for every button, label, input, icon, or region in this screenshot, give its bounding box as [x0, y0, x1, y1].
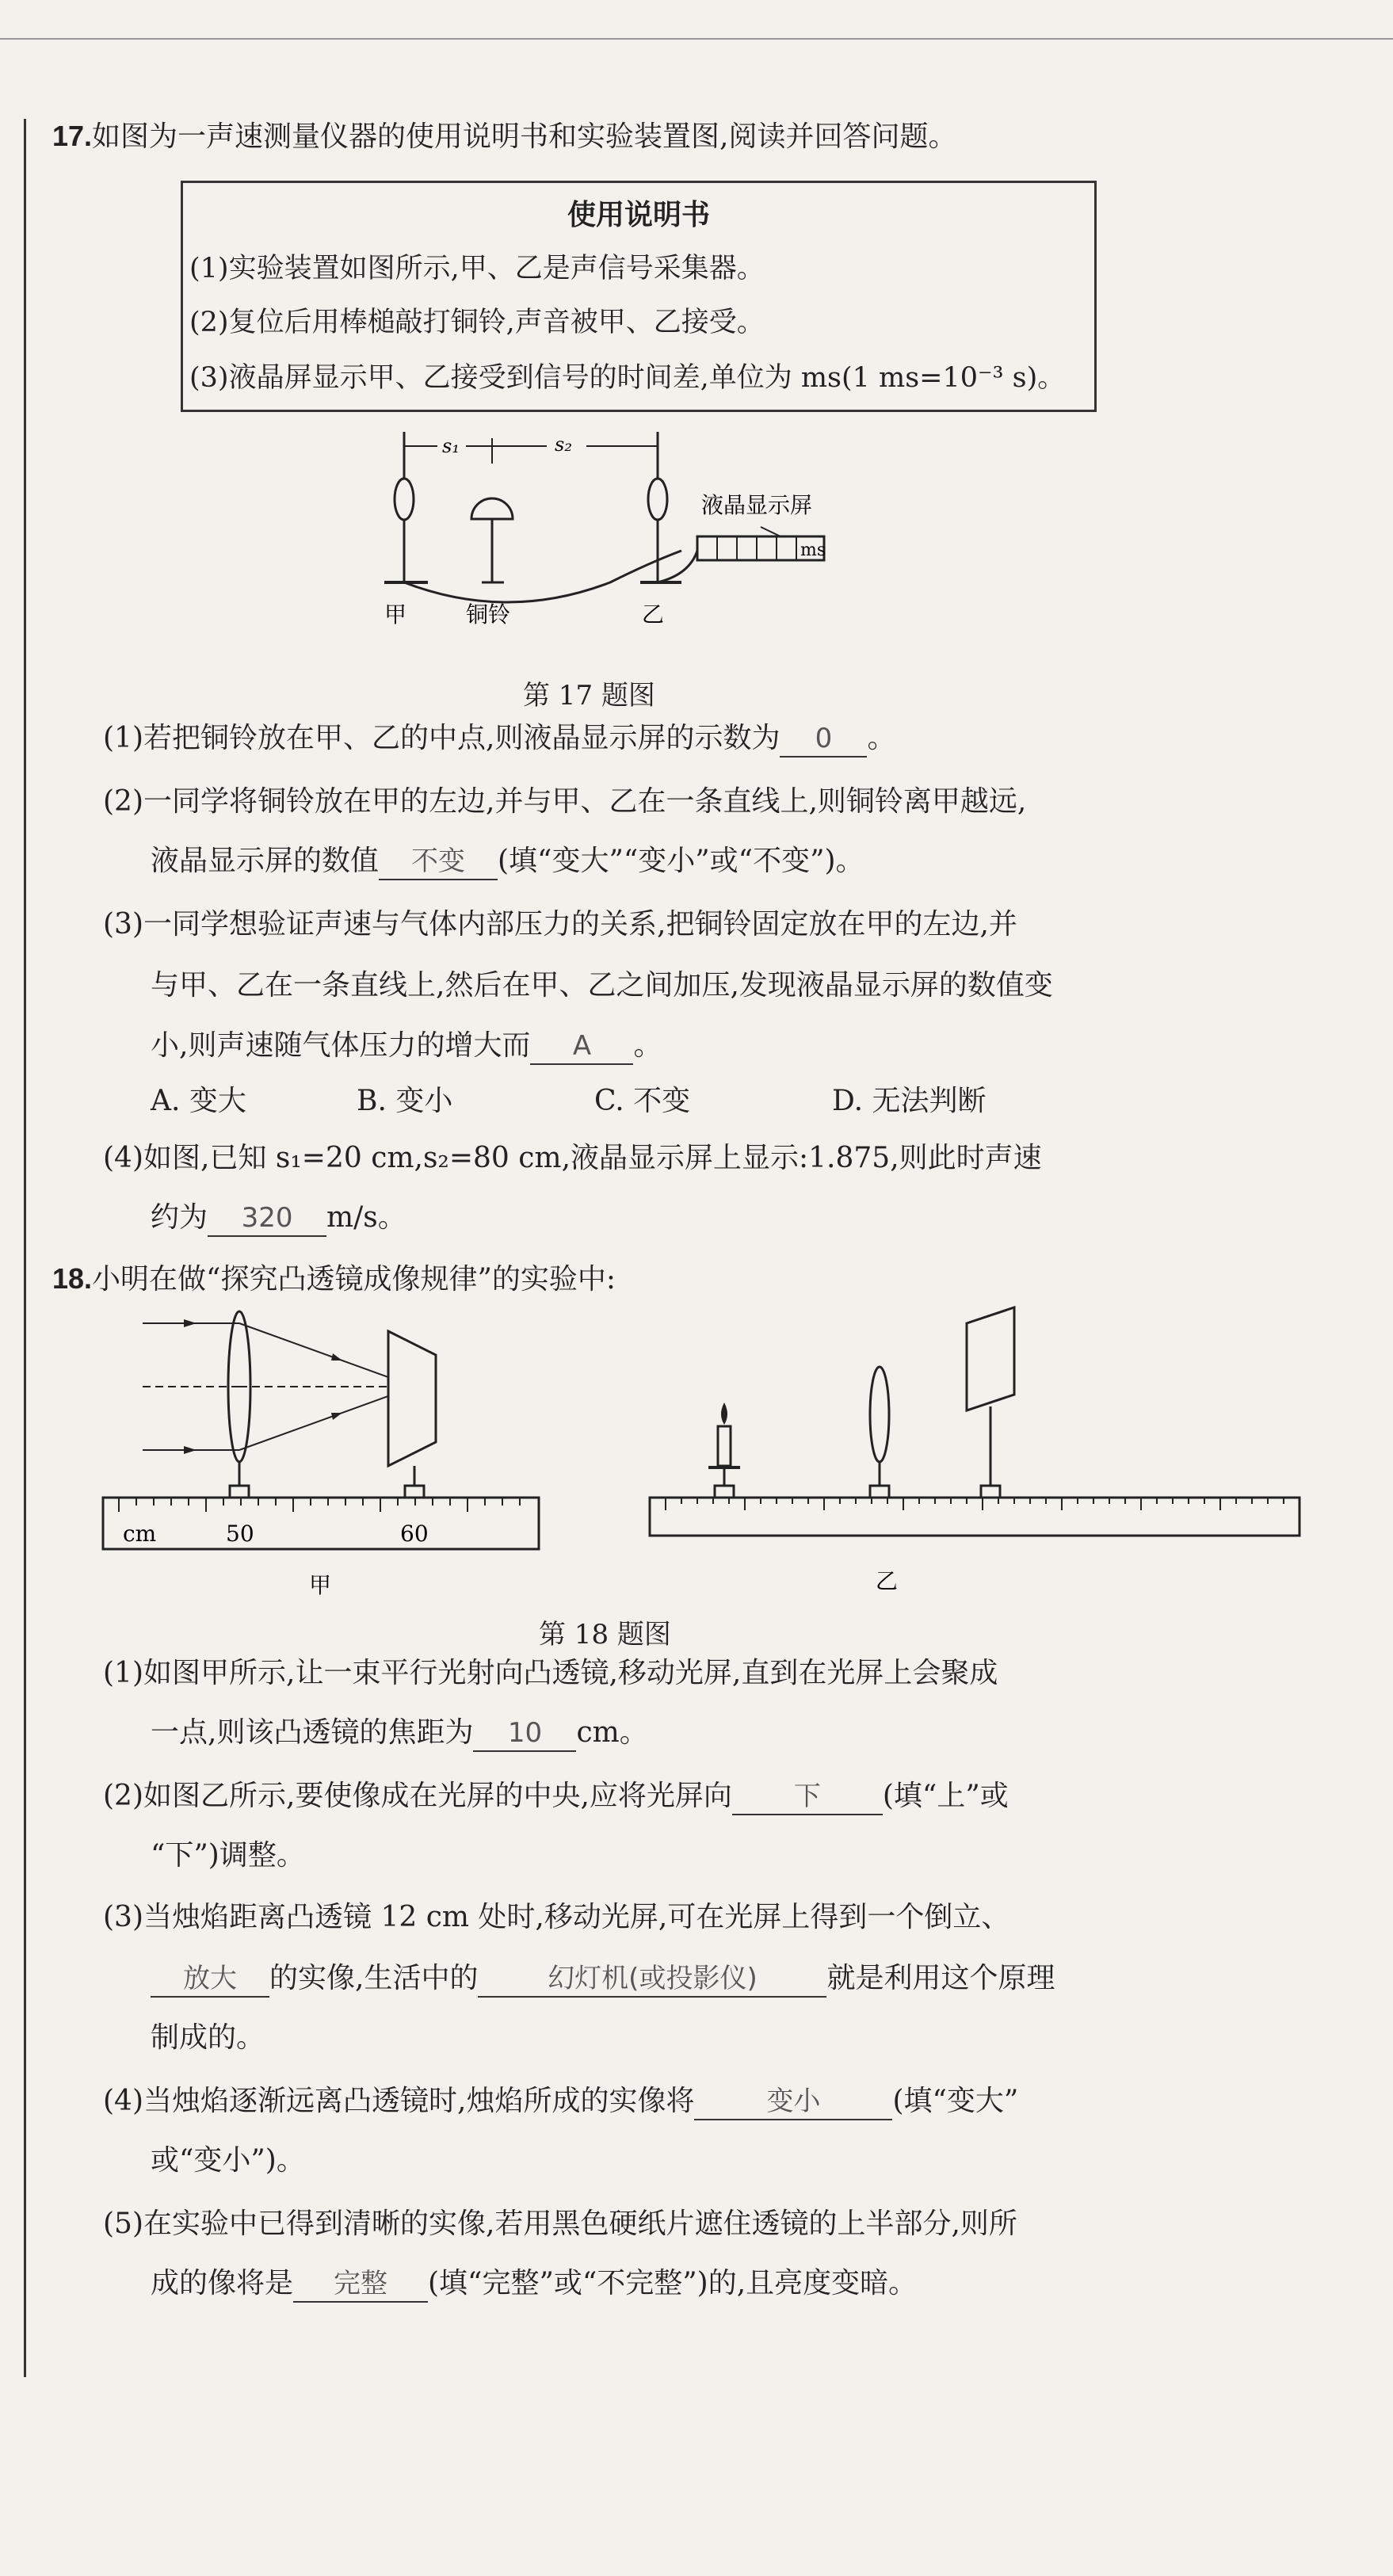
lcd-unit: ms [800, 540, 826, 560]
label-bell: 铜铃 [466, 601, 511, 628]
q18-part3-line3: 制成的。 [151, 2021, 265, 2054]
q18-number: 18. [52, 1262, 93, 1295]
q18-part2-line1 [103, 1779, 1009, 1815]
q18-p5-answer: 完整 [293, 2266, 428, 2303]
q18-stem-text: 小明在做“探究凸透镜成像规律”的实验中: [92, 1263, 616, 1296]
q18-p4-text: (4)当烛焰逐渐远离凸透镜时,烛焰所成的实像将 [103, 2085, 695, 2117]
s2-label: s₂ [555, 433, 572, 456]
q18-p3-after: 就是利用这个原理 [826, 1962, 1055, 1994]
q18-p4-answer: 变小 [694, 2084, 892, 2120]
q18-p4-after: (填“变大” [892, 2085, 1019, 2117]
q17-p3-after: 。 [633, 1029, 662, 1062]
q17-part4-line2 [151, 1200, 406, 1237]
bench-ticks-jia [119, 1498, 520, 1512]
q18-caption: 第 18 题图 [539, 1619, 671, 1651]
q17-option-c: C. 不变 [594, 1085, 691, 1117]
figure-yi-label: 乙 [876, 1568, 899, 1594]
q17-part3-line1: (3)一同学想验证声速与气体内部压力的关系,把铜铃固定放在甲的左边,并 [103, 908, 1017, 941]
manual-title: 使用说明书 [567, 199, 710, 231]
s1-label: s₁ [442, 435, 460, 457]
q17-number: 17. [52, 120, 93, 152]
cm-label: cm [123, 1521, 157, 1547]
light-screen [388, 1331, 436, 1466]
q17-part2-line2 [151, 844, 864, 880]
q17-part2-line1: (2)一同学将铜铃放在甲的左边,并与甲、乙在一条直线上,则铜铃离甲越远, [103, 785, 1027, 818]
q17-p1-text: (1)若把铜铃放在甲、乙的中点,则液晶显示屏的示数为 [103, 722, 780, 754]
q17-p2-after: (填“变大”“变小”或“不变”)。 [498, 845, 864, 877]
q18-stem [52, 1261, 616, 1297]
q17-stem-text: 如图为一声速测量仪器的使用说明书和实验装置图,阅读并回答问题。 [92, 120, 957, 153]
label-yi: 乙 [642, 601, 665, 628]
q18-part3-line2 [151, 1961, 1055, 1998]
q18-figure-yi [642, 1299, 1323, 1601]
q17-p1-answer: 0 [780, 721, 867, 758]
q17-p3-text: 小,则声速随气体压力的增大而 [151, 1029, 531, 1062]
q18-part2-line2: “下”)调整。 [151, 1839, 305, 1872]
q17-part3-line3 [151, 1028, 662, 1065]
q18-p3-answer1: 放大 [151, 1961, 269, 1998]
q18-p2-answer: 下 [732, 1779, 883, 1815]
q17-p2-answer: 不变 [379, 844, 498, 880]
manual-item-2: (2)复位后用棒槌敲打铜铃,声音被甲、乙接受。 [189, 307, 765, 338]
q17-p4-text: 约为 [151, 1201, 208, 1234]
manual-item-3: (3)液晶屏显示甲、乙接受到信号的时间差,单位为 ms(1 ms=10⁻³ s)。 [189, 362, 1066, 394]
lcd-label: 液晶显示屏 [701, 492, 813, 518]
q18-p5-after: (填“完整”或“不完整”)的,且亮度变暗。 [428, 2267, 918, 2299]
q17-part3-line2: 与甲、乙在一条直线上,然后在甲、乙之间加压,发现液晶显示屏的数值变 [151, 969, 1053, 1002]
q17-p1-after: 。 [867, 722, 896, 754]
tick-60-label: 60 [400, 1521, 429, 1547]
q18-p3-mid: 的实像,生活中的 [269, 1962, 479, 1994]
q17-stem [52, 119, 957, 155]
bench-ticks-yi [666, 1498, 1284, 1510]
tick-50-label: 50 [226, 1521, 254, 1547]
left-margin-rule [24, 119, 26, 2377]
convex-lens-yi [870, 1367, 889, 1462]
q18-p2-after: (填“上”或 [882, 1780, 1009, 1812]
q18-p2-text: (2)如图乙所示,要使像成在光屏的中央,应将光屏向 [103, 1780, 732, 1812]
q18-part1-line1: (1)如图甲所示,让一束平行光射向凸透镜,移动光屏,直到在光屏上会聚成 [103, 1657, 998, 1689]
q18-p3-answer2: 幻灯机(或投影仪) [478, 1961, 826, 1998]
manual-item-1: (1)实验装置如图所示,甲、乙是声信号采集器。 [189, 253, 765, 284]
figure-jia-label: 甲 [309, 1572, 332, 1598]
q18-part5-line1: (5)在实验中已得到清晰的实像,若用黑色硬纸片遮住透镜的上半部分,则所 [103, 2208, 1017, 2240]
q18-part4-line2: 或“变小”)。 [151, 2144, 305, 2177]
label-jia: 甲 [384, 601, 407, 628]
q17-p2-text: 液晶显示屏的数值 [151, 845, 380, 877]
q17-part4-line1: (4)如图,已知 s₁=20 cm,s₂=80 cm,液晶显示屏上显示:1.875,则此时声速 [103, 1142, 1042, 1174]
q18-p1-after: cm。 [576, 1716, 648, 1749]
q17-manual-box [181, 181, 1097, 412]
q17-option-a: A. 变大 [151, 1085, 246, 1117]
q17-p3-answer: A [530, 1028, 633, 1065]
q18-p1-text: 一点,则该凸透镜的焦距为 [151, 1716, 474, 1749]
q17-option-d: D. 无法判断 [832, 1085, 987, 1117]
q18-p1-answer: 10 [473, 1715, 576, 1752]
q17-option-b: B. 变小 [357, 1085, 453, 1117]
q18-part1-line2 [151, 1715, 648, 1752]
q18-part5-line2 [151, 2266, 917, 2303]
q18-part4-line1 [103, 2084, 1018, 2120]
q17-p4-after: m/s。 [326, 1201, 406, 1234]
q17-caption: 第 17 题图 [523, 680, 655, 712]
top-rule [0, 38, 1393, 40]
q17-p4-answer: 320 [208, 1200, 326, 1237]
q17-part1 [103, 721, 895, 758]
q18-figure-jia [95, 1307, 571, 1601]
q18-p5-text: 成的像将是 [151, 2267, 294, 2299]
light-screen-yi [967, 1307, 1014, 1410]
q17-figure [349, 424, 872, 654]
candle [718, 1426, 731, 1466]
q18-part3-line1: (3)当烛焰距离凸透镜 12 cm 处时,移动光屏,可在光屏上得到一个倒立、 [103, 1901, 1010, 1933]
